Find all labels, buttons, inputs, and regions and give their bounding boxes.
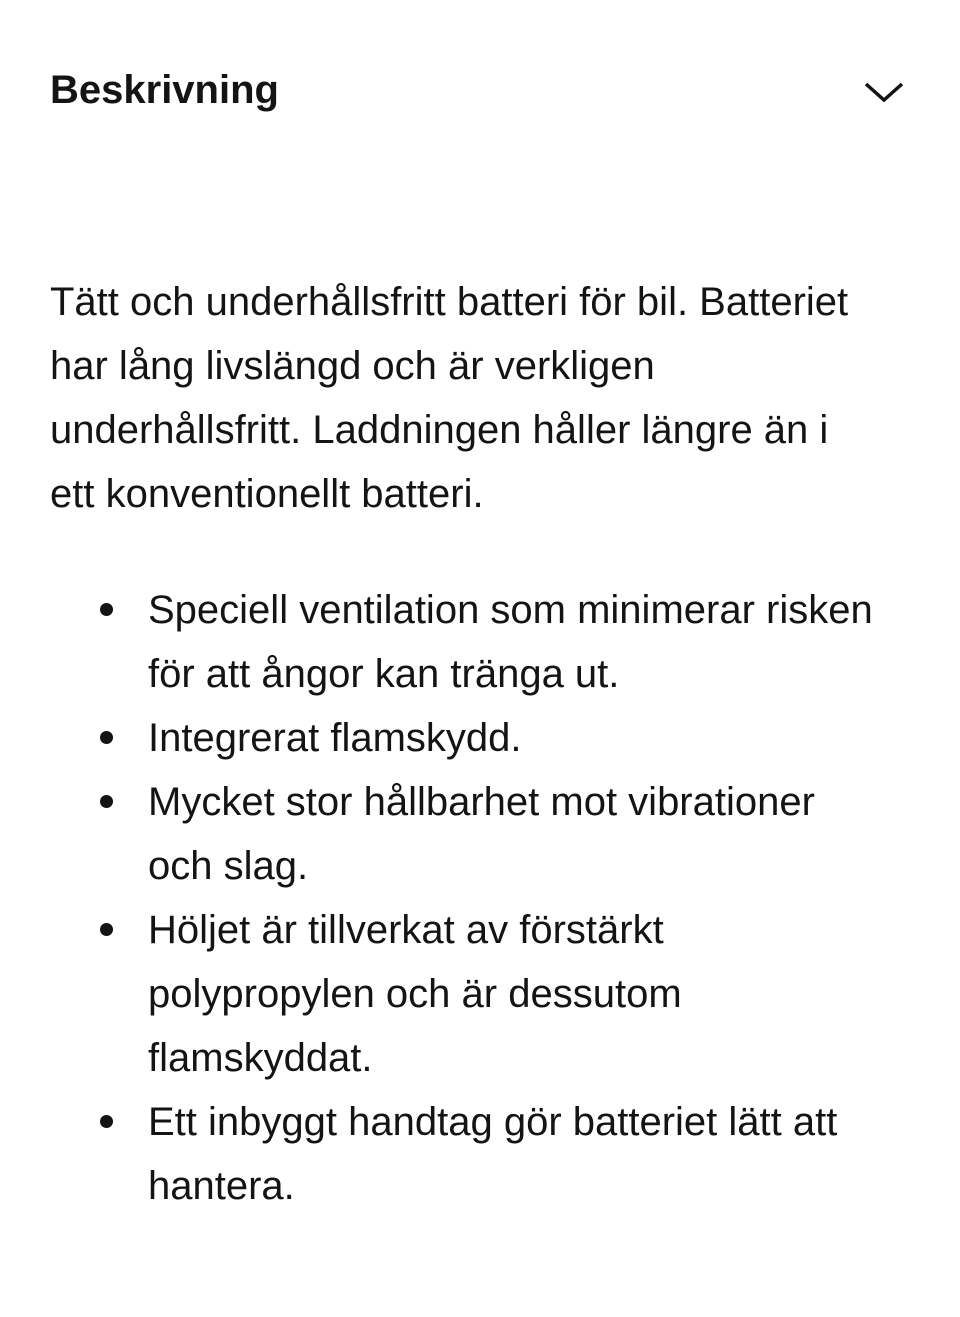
list-item bbox=[100, 578, 883, 706]
list-item bbox=[100, 1090, 883, 1218]
chevron-down-icon[interactable] bbox=[863, 81, 905, 103]
description-bullet-list bbox=[100, 578, 883, 1218]
list-item-text: Speciell ventilation som minimerar risken för att ångor kan tränga ut. bbox=[148, 588, 873, 696]
description-paragraph: Tätt och underhållsfritt batteri för bil. Batteriet har lång livslängd och är verkligen underhållsfritt. Laddningen håller längre än i ett konventionellt batteri. bbox=[50, 280, 849, 516]
list-item bbox=[100, 898, 883, 1090]
bullet-icon bbox=[100, 603, 113, 616]
bullet-icon bbox=[100, 795, 113, 808]
bullet-icon bbox=[100, 923, 113, 936]
list-item-text: Ett inbyggt handtag gör batteriet lätt att hantera. bbox=[148, 1100, 838, 1208]
section-title: Beskrivning bbox=[50, 68, 279, 112]
description-accordion-toggle[interactable] bbox=[50, 58, 905, 122]
list-item bbox=[100, 770, 883, 898]
bullet-icon bbox=[100, 731, 113, 744]
bullet-icon bbox=[100, 1115, 113, 1128]
list-item bbox=[100, 706, 883, 770]
list-item-text: Mycket stor hållbarhet mot vibrationer och slag. bbox=[148, 780, 815, 888]
list-item-text: Integrerat flamskydd. bbox=[148, 716, 522, 760]
list-item-text: Höljet är tillverkat av förstärkt polypropylen och är dessutom flamskyddat. bbox=[148, 908, 682, 1080]
